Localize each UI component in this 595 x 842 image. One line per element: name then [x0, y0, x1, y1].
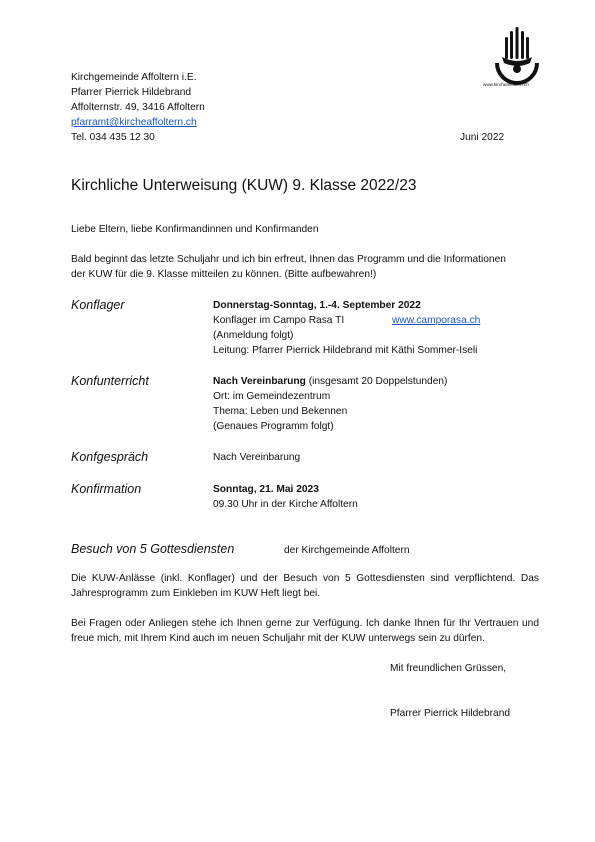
konfgespraech-text: Nach Vereinbarung	[213, 452, 301, 463]
sender-phone: Tel. 034 435 12 30	[71, 132, 155, 143]
section-label-konflager: Konflager	[71, 298, 125, 312]
obligation-paragraph: Die KUW-Anlässe (inkl. Konflager) und der Besuch von 5 Gottesdiensten sind verpflichtend. Das Jahresprogramm zum Einkleben im KUW Heft liegt bei.	[71, 573, 539, 599]
konflager-date: Donnerstag-Sonntag, 1.-4. September 2022	[213, 300, 421, 311]
logo-url-text: www.kircheaffoltern.ch	[483, 82, 529, 87]
closing-paragraph: Bei Fragen oder Anliegen stehe ich Ihnen gerne zur Verfügung. Ich danke Ihnen für Ihr Vertrauen und freue mich, mit Ihrem Kind auch im neuen Schuljahr mit der KUW unterwegs sein zu dürfen.	[71, 618, 539, 644]
konflager-registration: (Anmeldung folgt)	[213, 330, 294, 341]
gottesdienste-text: der Kirchgemeinde Affoltern	[284, 545, 410, 556]
letter-date: Juni 2022	[460, 132, 505, 143]
konfunterricht-topic: Thema: Leben und Bekennen	[213, 406, 348, 417]
konfunterricht-head	[213, 374, 447, 389]
konfunterricht-location: Ort: im Gemeindezentrum	[213, 391, 331, 402]
section-label-konfunterricht: Konfunterricht	[71, 374, 149, 388]
konfirmation-date: Sonntag, 21. Mai 2023	[213, 484, 319, 495]
konfunterricht-head-rest: (insgesamt 20 Doppelstunden)	[305, 376, 448, 387]
konflager-location: Konflager im Campo Rasa TI	[213, 315, 345, 326]
konfirmation-time-place: 09.30 Uhr in der Kirche Affoltern	[213, 499, 358, 510]
closing-greeting: Mit freundlichen Grüssen,	[390, 663, 507, 674]
konflager-leadership: Leitung: Pfarrer Pierrick Hildebrand mit Käthi Sommer-Iseli	[213, 345, 478, 356]
konfunterricht-head-bold: Nach Vereinbarung	[213, 376, 306, 387]
section-label-konfirmation: Konfirmation	[71, 482, 142, 496]
konfunterricht-program: (Genaues Programm folgt)	[213, 421, 334, 432]
camporasa-link[interactable]: www.camporasa.ch	[392, 315, 481, 326]
sender-email-link[interactable]: pfarramt@kircheaffoltern.ch	[71, 117, 197, 128]
signature: Pfarrer Pierrick Hildebrand	[390, 708, 511, 719]
intro-line-1: Bald beginnt das letzte Schuljahr und ich bin erfreut, Ihnen das Programm und die Informationen	[71, 254, 506, 265]
sender-name: Kirchgemeinde Affoltern i.E.	[71, 72, 197, 83]
greeting: Liebe Eltern, liebe Konfirmandinnen und Konfirmanden	[71, 224, 319, 235]
sender-address: Affolternstr. 49, 3416 Affoltern	[71, 102, 205, 113]
church-hand-logo-icon	[493, 27, 541, 89]
section-label-gottesdienste: Besuch von 5 Gottesdiensten	[71, 542, 235, 556]
section-label-konfgespraech: Konfgespräch	[71, 450, 149, 464]
document-title: Kirchliche Unterweisung (KUW) 9. Klasse 2022/23	[71, 177, 417, 194]
intro-line-2: der KUW für die 9. Klasse mitteilen zu können. (Bitte aufbewahren!)	[71, 269, 377, 280]
sender-pastor: Pfarrer Pierrick Hildebrand	[71, 87, 192, 98]
